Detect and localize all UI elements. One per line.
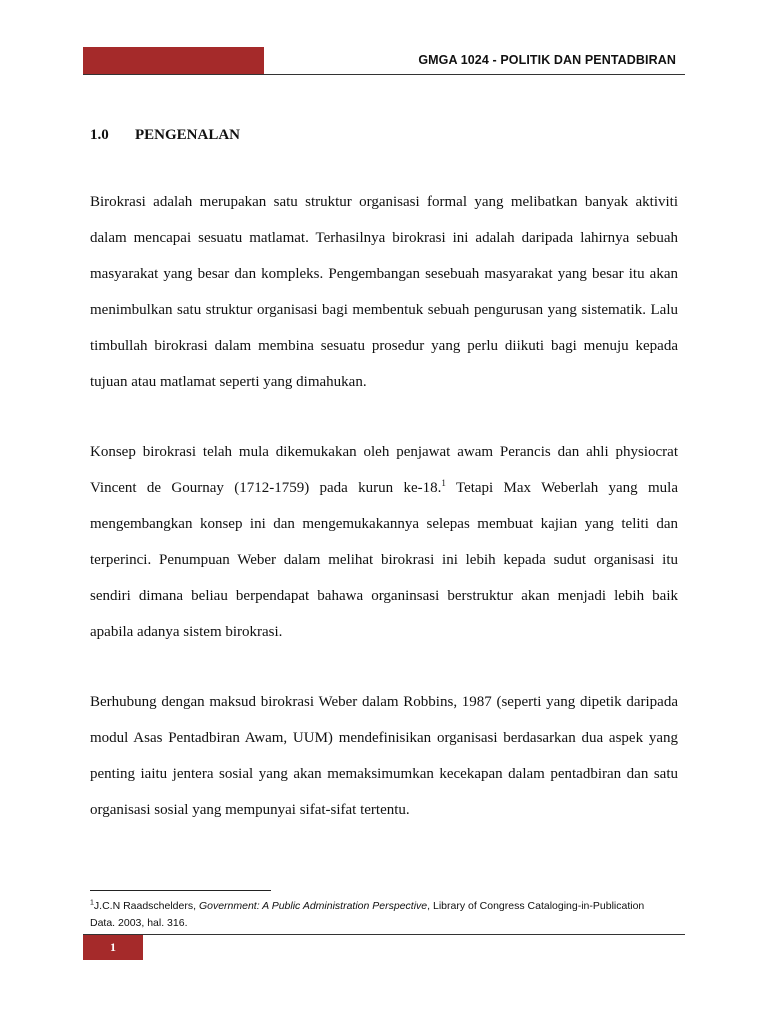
paragraph-line: terperinci. Penumpuan Weber dalam melihat birokrasi ini lebih kepada sudut organisasi itu [90, 552, 678, 568]
paragraph-line: Berhubung dengan maksud birokrasi Weber dalam Robbins, 1987 (seperti yang dipetik daripada [90, 694, 678, 710]
header-divider [83, 74, 685, 75]
paragraph-line-text: Vincent de Gournay (1712-1759) pada kurun ke-18. [90, 480, 442, 496]
paragraph-line: sendiri dimana beliau berpendapat bahawa organinsasi berstruktur akan menjadi lebih baik [90, 588, 678, 604]
section-heading [90, 127, 240, 144]
footnote-title: Government: A Public Administration Perspective [198, 900, 428, 912]
footnote-details: , Library of Congress Cataloging-in-Publication Data. 2003, hal. 316. [90, 900, 645, 929]
footnote [90, 898, 650, 932]
page-number-box [83, 935, 143, 960]
paragraph-line-text: Tetapi Max Weberlah yang mula [455, 480, 678, 496]
paragraph-1 [90, 184, 678, 400]
section-title: PENGENALAN [135, 127, 241, 143]
footnote-separator [90, 890, 271, 891]
footnote-author: J.C.N Raadschelders, [93, 900, 199, 912]
footnote-number: 1 [90, 899, 94, 907]
paragraph-line: mengembangkan konsep ini dan mengemukakannya selepas membuat kajian yang teliti dan [90, 516, 678, 532]
paragraph-line: Birokrasi adalah merupakan satu struktur organisasi formal yang melibatkan banyak aktiviti [90, 194, 678, 210]
paragraph-line: penting iaitu jentera sosial yang akan memaksimumkan kecekapan dalam pentadbiran dan satu [90, 766, 678, 782]
paragraph-line: modul Asas Pentadbiran Awam, UUM) mendefinisikan organisasi berdasarkan dua aspek yang [90, 730, 678, 746]
paragraph-line: tujuan atau matlamat seperti yang dimahukan. [90, 374, 367, 390]
paragraph-line: menimbulkan satu struktur organisasi bagi membentuk sebuah pengurusan yang sistematik. Lalu [90, 302, 678, 318]
footer-divider [83, 934, 685, 935]
paragraph-line: dalam mencapai sesuatu matlamat. Terhasilnya birokrasi ini adalah daripada lahirnya sebuah [90, 230, 678, 246]
document-header-title: GMGA 1024 - POLITIK DAN PENTADBIRAN [418, 53, 676, 67]
paragraph-2 [90, 434, 678, 650]
paragraph-line: organisasi sosial yang mempunyai sifat-sifat tertentu. [90, 802, 410, 818]
header-accent-bar [83, 47, 264, 74]
page-number: 1 [110, 940, 116, 954]
paragraph-line: Konsep birokrasi telah mula dikemukakan oleh penjawat awam Perancis dan ahli physiocrat [90, 444, 678, 460]
paragraph-line: apabila adanya sistem birokrasi. [90, 624, 283, 640]
section-number: 1.0 [90, 127, 109, 143]
footnote-reference: 1 [441, 478, 446, 488]
paragraph-line: masyarakat yang besar dan kompleks. Pengembangan sesebuah masyarakat yang besar itu akan [90, 266, 678, 282]
paragraph-line: timbullah birokrasi dalam membina sesuatu prosedur yang perlu diikuti bagi menuju kepada [90, 338, 678, 354]
paragraph-3 [90, 684, 678, 828]
paragraph-line [90, 470, 678, 506]
